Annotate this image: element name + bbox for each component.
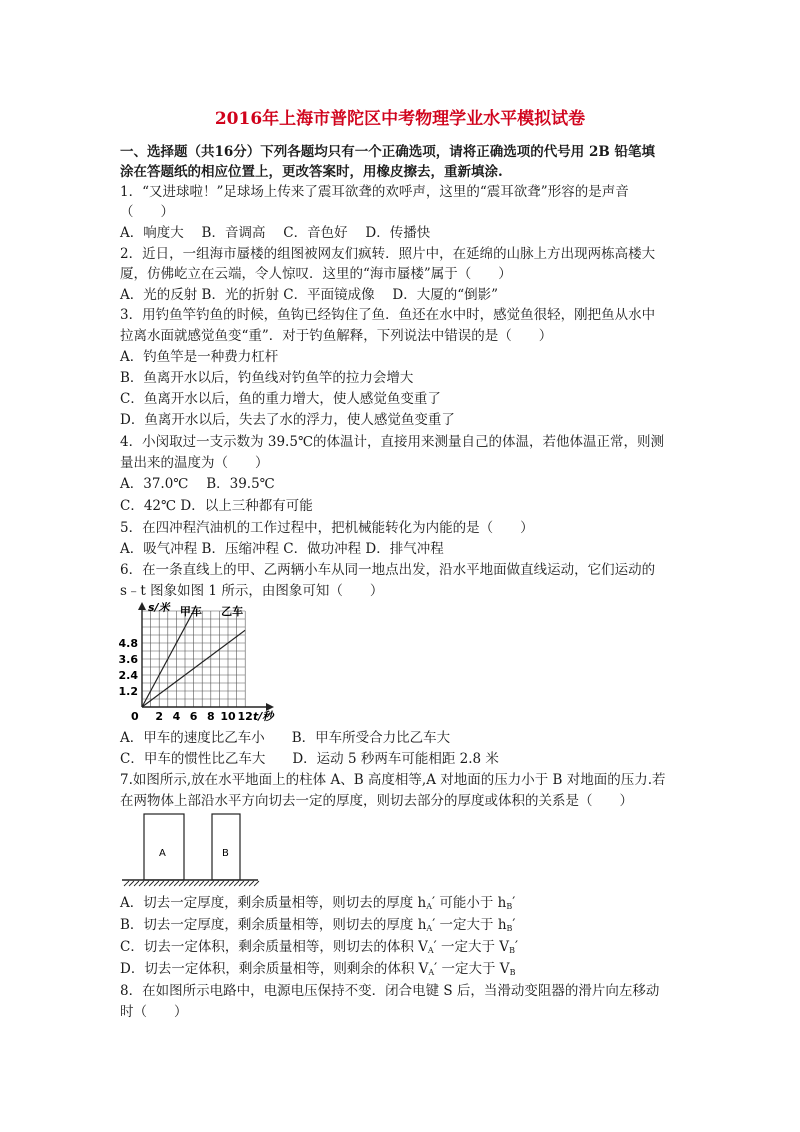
q7-option-a: A．切去一定厚度，剩余质量相等，则切去的厚度 $h_A'$ 可能小于 $h_B'$ [120,895,516,911]
hatch-mark [159,881,164,886]
q1-stem-line-1: 1．“又进球啦！”足球场上传来了震耳欲聋的欢呼声，这里的“震耳欲聋”形容的是声音 [120,184,629,200]
q3-option-a: A．钓鱼竿是一种费力杠杆 [120,349,279,365]
hatch-mark [244,881,249,886]
hatch-mark [154,881,159,886]
hatch-mark [209,881,214,886]
hatch-mark [149,881,154,886]
x-tick-label: 12 [237,710,253,723]
hatch-mark [129,881,134,886]
q7-stem-line-2: 在两物体上部沿水平方向切去一定的厚度，则切去部分的厚度或体积的关系是（ ） [120,793,633,809]
y-tick-label: 3.6 [118,653,138,666]
pillar-b [212,814,240,880]
hatch-mark [199,881,204,886]
q3-option-b: B．鱼离开水以后，钓鱼线对钓鱼竿的拉力会增大 [120,370,414,386]
q2-stem-line-2: 厦，仿佛屹立在云端，令人惊叹．这里的“海市蜃楼”属于（ ） [120,266,512,282]
y-tick-label: 2.4 [118,669,138,682]
hatch-mark [144,881,149,886]
y-tick-label: 1.2 [118,685,138,698]
section-header-line-2: 涂在答题纸的相应位置上，更改答案时，用橡皮擦去，重新填涂. [120,164,503,180]
x-tick-label: 10 [220,710,236,723]
x-tick-label: 2 [155,710,164,723]
q3-option-d: D．鱼离开水以后，失去了水的浮力，使人感觉鱼变重了 [120,412,455,428]
q1-options: A．响度大 B．音调高 C．音色好 D．传播快 [120,225,431,241]
hatch-mark [164,881,169,886]
hatch-mark [134,881,139,886]
hatch-mark [249,881,254,886]
hatch-mark [169,881,174,886]
section-header-line-1: 一、选择题（共16分）下列各题均只有一个正确选项，请将正确选项的代号用 2B 铅笔填 [120,144,655,160]
q4-options-line-1: A．37.0℃ B．39.5℃ [120,476,275,492]
q3-stem-line-1: 3．用钓鱼竿钓鱼的时候，鱼钩已经钩住了鱼．鱼还在水中时，感觉鱼很轻，刚把鱼从水中 [120,307,656,323]
pillar-a [144,814,184,880]
q2-stem-line-1: 2．近日，一组海市蜃楼的组图被网友们疯转．照片中，在延绵的山脉上方出现两栋高楼大 [120,246,656,262]
y-tick-label: 4.8 [118,637,138,650]
y-axis-arrow [138,602,146,610]
hatch-mark [194,881,199,886]
q7-figure [120,810,260,888]
q7-option-b: B．切去一定厚度，剩余质量相等，则切去的厚度 $h_A'$ 一定大于 $h_B'$ [120,917,516,933]
q6-stem-line-2: s﹣t 图象如图 1 所示，由图象可知（ ） [120,583,384,599]
hatch-mark [219,881,224,886]
hatch-mark [229,881,234,886]
q3-option-c: C．鱼离开水以后，鱼的重力增大，使人感觉鱼变重了 [120,391,441,407]
st-graph [116,602,296,724]
hatch-mark [224,881,229,886]
hatch-mark [124,881,129,886]
series-label-yi: 乙车 [221,605,244,618]
ground-hatch [124,881,259,886]
q4-options-line-2: C．42℃ D．以上三种都有可能 [120,498,313,514]
hatch-mark [184,881,189,886]
q8-stem-line-2: 时（ ） [120,1004,188,1020]
hatch-mark [214,881,219,886]
chart-grid [142,611,245,707]
q6-options-line-2: C．甲车的惯性比乙车大 D．运动 5 秒两车可能相距 2.8 米 [120,751,499,767]
origin-label: 0 [131,710,139,723]
hatch-mark [254,881,259,886]
q3-stem-line-2: 拉离水面就感觉鱼变“重”．对于钓鱼解释，下列说法中错误的是（ ） [120,328,553,344]
q7-stem-line-1: 7.如图所示,放在水平地面上的柱体 A、B 高度相等,A 对地面的压力小于 B 对地面的压力.若 [120,772,666,788]
q4-stem-line-2: 量出来的温度为（ ） [120,455,269,471]
series-label-jia: 甲车 [179,605,202,618]
hatch-mark [174,881,179,886]
q6-options-line-1: A．甲车的速度比乙车小 B．甲车所受合力比乙车大 [120,730,451,746]
y-axis-label: s/米 [148,602,170,614]
q7-option-c: C．切去一定体积，剩余质量相等，则切去的体积 $V_A'$ 一定大于 $V_B'$ [120,939,519,955]
pillar-b-label: B [222,848,229,859]
q1-stem-line-2: （ ） [120,204,174,220]
q5-stem: 5．在四冲程汽油机的工作过程中，把机械能转化为内能的是（ ） [120,520,534,536]
hatch-mark [204,881,209,886]
x-tick-label: 8 [206,710,215,723]
page-title: 2016年上海市普陀区中考物理学业水平模拟试卷 [214,109,586,129]
x-tick-label: 6 [189,710,198,723]
q5-options: A．吸气冲程 B．压缩冲程 C．做功冲程 D．排气冲程 [120,541,444,557]
q8-stem-line-1: 8．在如图所示电路中，电源电压保持不变．闭合电键 S 后，当滑动变阻器的滑片向左移动 [120,983,660,999]
q6-stem-line-1: 6．在一条直线上的甲、乙两辆小车从同一地点出发，沿水平地面做直线运动，它们运动的 [120,562,656,578]
pillar-a-label: A [159,848,166,859]
hatch-mark [139,881,144,886]
q4-stem-line-1: 4．小闵取过一支示数为 39.5℃的体温计，直接用来测量自己的体温，若他体温正常，则测 [120,434,665,450]
x-tick-label: 4 [172,710,181,723]
hatch-mark [189,881,194,886]
x-axis-label: t/秒 [253,710,274,723]
hatch-mark [239,881,244,886]
q7-option-d: D．切去一定体积，剩余质量相等，则剩余的体积 $V_A'$ 一定大于 $V_B$ [120,961,516,977]
hatch-mark [179,881,184,886]
hatch-mark [234,881,239,886]
q2-options: A．光的反射 B．光的折射 C．平面镜成像 D．大厦的“倒影” [120,287,498,303]
